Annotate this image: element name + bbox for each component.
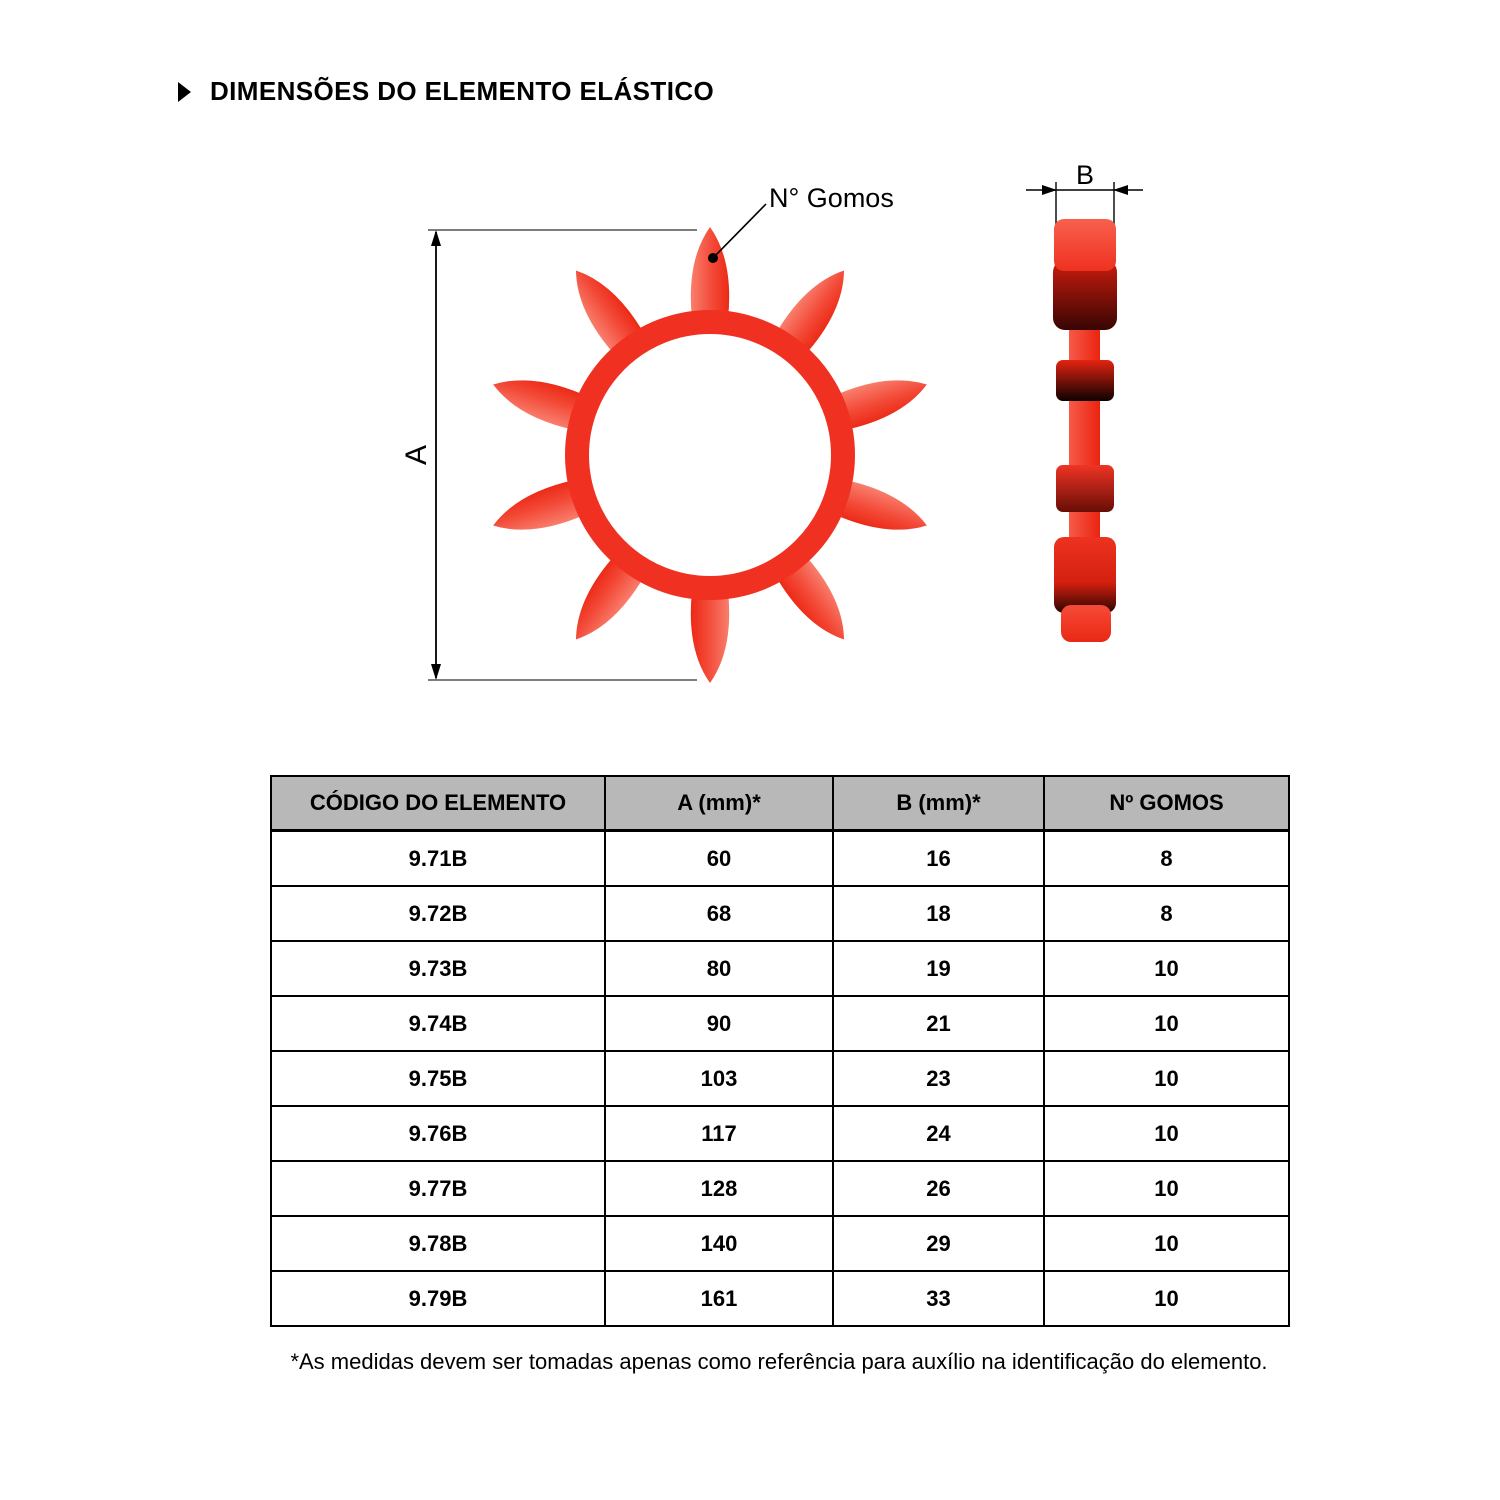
leader-dot-icon xyxy=(708,253,718,263)
table-cell: 10 xyxy=(1044,941,1289,996)
arrowhead-left-icon xyxy=(1113,185,1128,195)
table-row xyxy=(271,831,1289,887)
table-cell: 33 xyxy=(833,1271,1044,1326)
elastic-element-diagram xyxy=(380,150,1170,710)
table-cell: 9.76B xyxy=(271,1106,605,1161)
table-cell: 24 xyxy=(833,1106,1044,1161)
table-cell: 68 xyxy=(605,886,833,941)
bullet-triangle-icon xyxy=(178,82,191,102)
table-cell: 29 xyxy=(833,1216,1044,1271)
side-lobe-bottom xyxy=(1061,605,1111,642)
table-cell: 9.77B xyxy=(271,1161,605,1216)
table-row xyxy=(271,1161,1289,1216)
table-cell: 140 xyxy=(605,1216,833,1271)
spider-ring xyxy=(577,322,843,588)
table-header-row xyxy=(271,776,1289,831)
table-header-cell: B (mm)* xyxy=(833,776,1044,831)
table-cell: 23 xyxy=(833,1051,1044,1106)
table-cell: 90 xyxy=(605,996,833,1051)
table-cell: 19 xyxy=(833,941,1044,996)
table-section xyxy=(270,775,1290,1327)
side-lobe-lower-middle xyxy=(1056,465,1114,512)
side-lobe-bottom-dark xyxy=(1054,537,1116,613)
dimension-A-label: A xyxy=(400,444,433,466)
leader-line xyxy=(713,204,766,258)
table-row xyxy=(271,1106,1289,1161)
arrowhead-down-icon xyxy=(431,664,441,680)
table-header-cell: Nº GOMOS xyxy=(1044,776,1289,831)
table-cell: 9.74B xyxy=(271,996,605,1051)
table-header-cell: CÓDIGO DO ELEMENTO xyxy=(271,776,605,831)
side-view xyxy=(1053,219,1117,642)
side-lobe-top xyxy=(1054,219,1116,271)
table-cell: 10 xyxy=(1044,1216,1289,1271)
table-cell: 10 xyxy=(1044,1161,1289,1216)
table-cell: 128 xyxy=(605,1161,833,1216)
lobe-callout-label: N° Gomos xyxy=(769,183,894,213)
table-cell: 9.71B xyxy=(271,831,605,887)
arrowhead-up-icon xyxy=(431,230,441,246)
table-row xyxy=(271,996,1289,1051)
table-cell: 9.78B xyxy=(271,1216,605,1271)
table-cell: 18 xyxy=(833,886,1044,941)
table-cell: 161 xyxy=(605,1271,833,1326)
table-cell: 10 xyxy=(1044,1051,1289,1106)
table-header xyxy=(271,776,1289,831)
table-cell: 9.72B xyxy=(271,886,605,941)
table-row xyxy=(271,1051,1289,1106)
table-cell: 10 xyxy=(1044,996,1289,1051)
table-cell: 8 xyxy=(1044,886,1289,941)
lobe-callout xyxy=(708,183,894,263)
table-row xyxy=(271,941,1289,996)
table-cell: 9.75B xyxy=(271,1051,605,1106)
table-cell: 9.79B xyxy=(271,1271,605,1326)
table-row xyxy=(271,1216,1289,1271)
table-row xyxy=(271,886,1289,941)
table-cell: 103 xyxy=(605,1051,833,1106)
arrowhead-right-icon xyxy=(1042,185,1057,195)
dimension-B-label: B xyxy=(1075,160,1095,190)
table-cell: 16 xyxy=(833,831,1044,887)
front-view xyxy=(487,227,933,683)
side-lobe-upper-middle xyxy=(1056,360,1114,401)
table-cell: 80 xyxy=(605,941,833,996)
table-body xyxy=(271,831,1289,1327)
table-header-cell: A (mm)* xyxy=(605,776,833,831)
page-title: DIMENSÕES DO ELEMENTO ELÁSTICO xyxy=(210,76,715,106)
table-cell: 10 xyxy=(1044,1106,1289,1161)
table-row xyxy=(271,1271,1289,1326)
dimension-A xyxy=(400,230,697,680)
table-cell: 9.73B xyxy=(271,941,605,996)
table-cell: 26 xyxy=(833,1161,1044,1216)
title-section xyxy=(178,76,714,107)
front-view-lobes xyxy=(487,227,933,683)
footnote: *As medidas devem ser tomadas apenas como referência para auxílio na identificação do elemento. xyxy=(290,1349,1268,1374)
table-cell: 8 xyxy=(1044,831,1289,887)
table-cell: 21 xyxy=(833,996,1044,1051)
table-cell: 10 xyxy=(1044,1271,1289,1326)
dimensions-table xyxy=(270,775,1290,1327)
table-cell: 117 xyxy=(605,1106,833,1161)
table-cell: 60 xyxy=(605,831,833,887)
